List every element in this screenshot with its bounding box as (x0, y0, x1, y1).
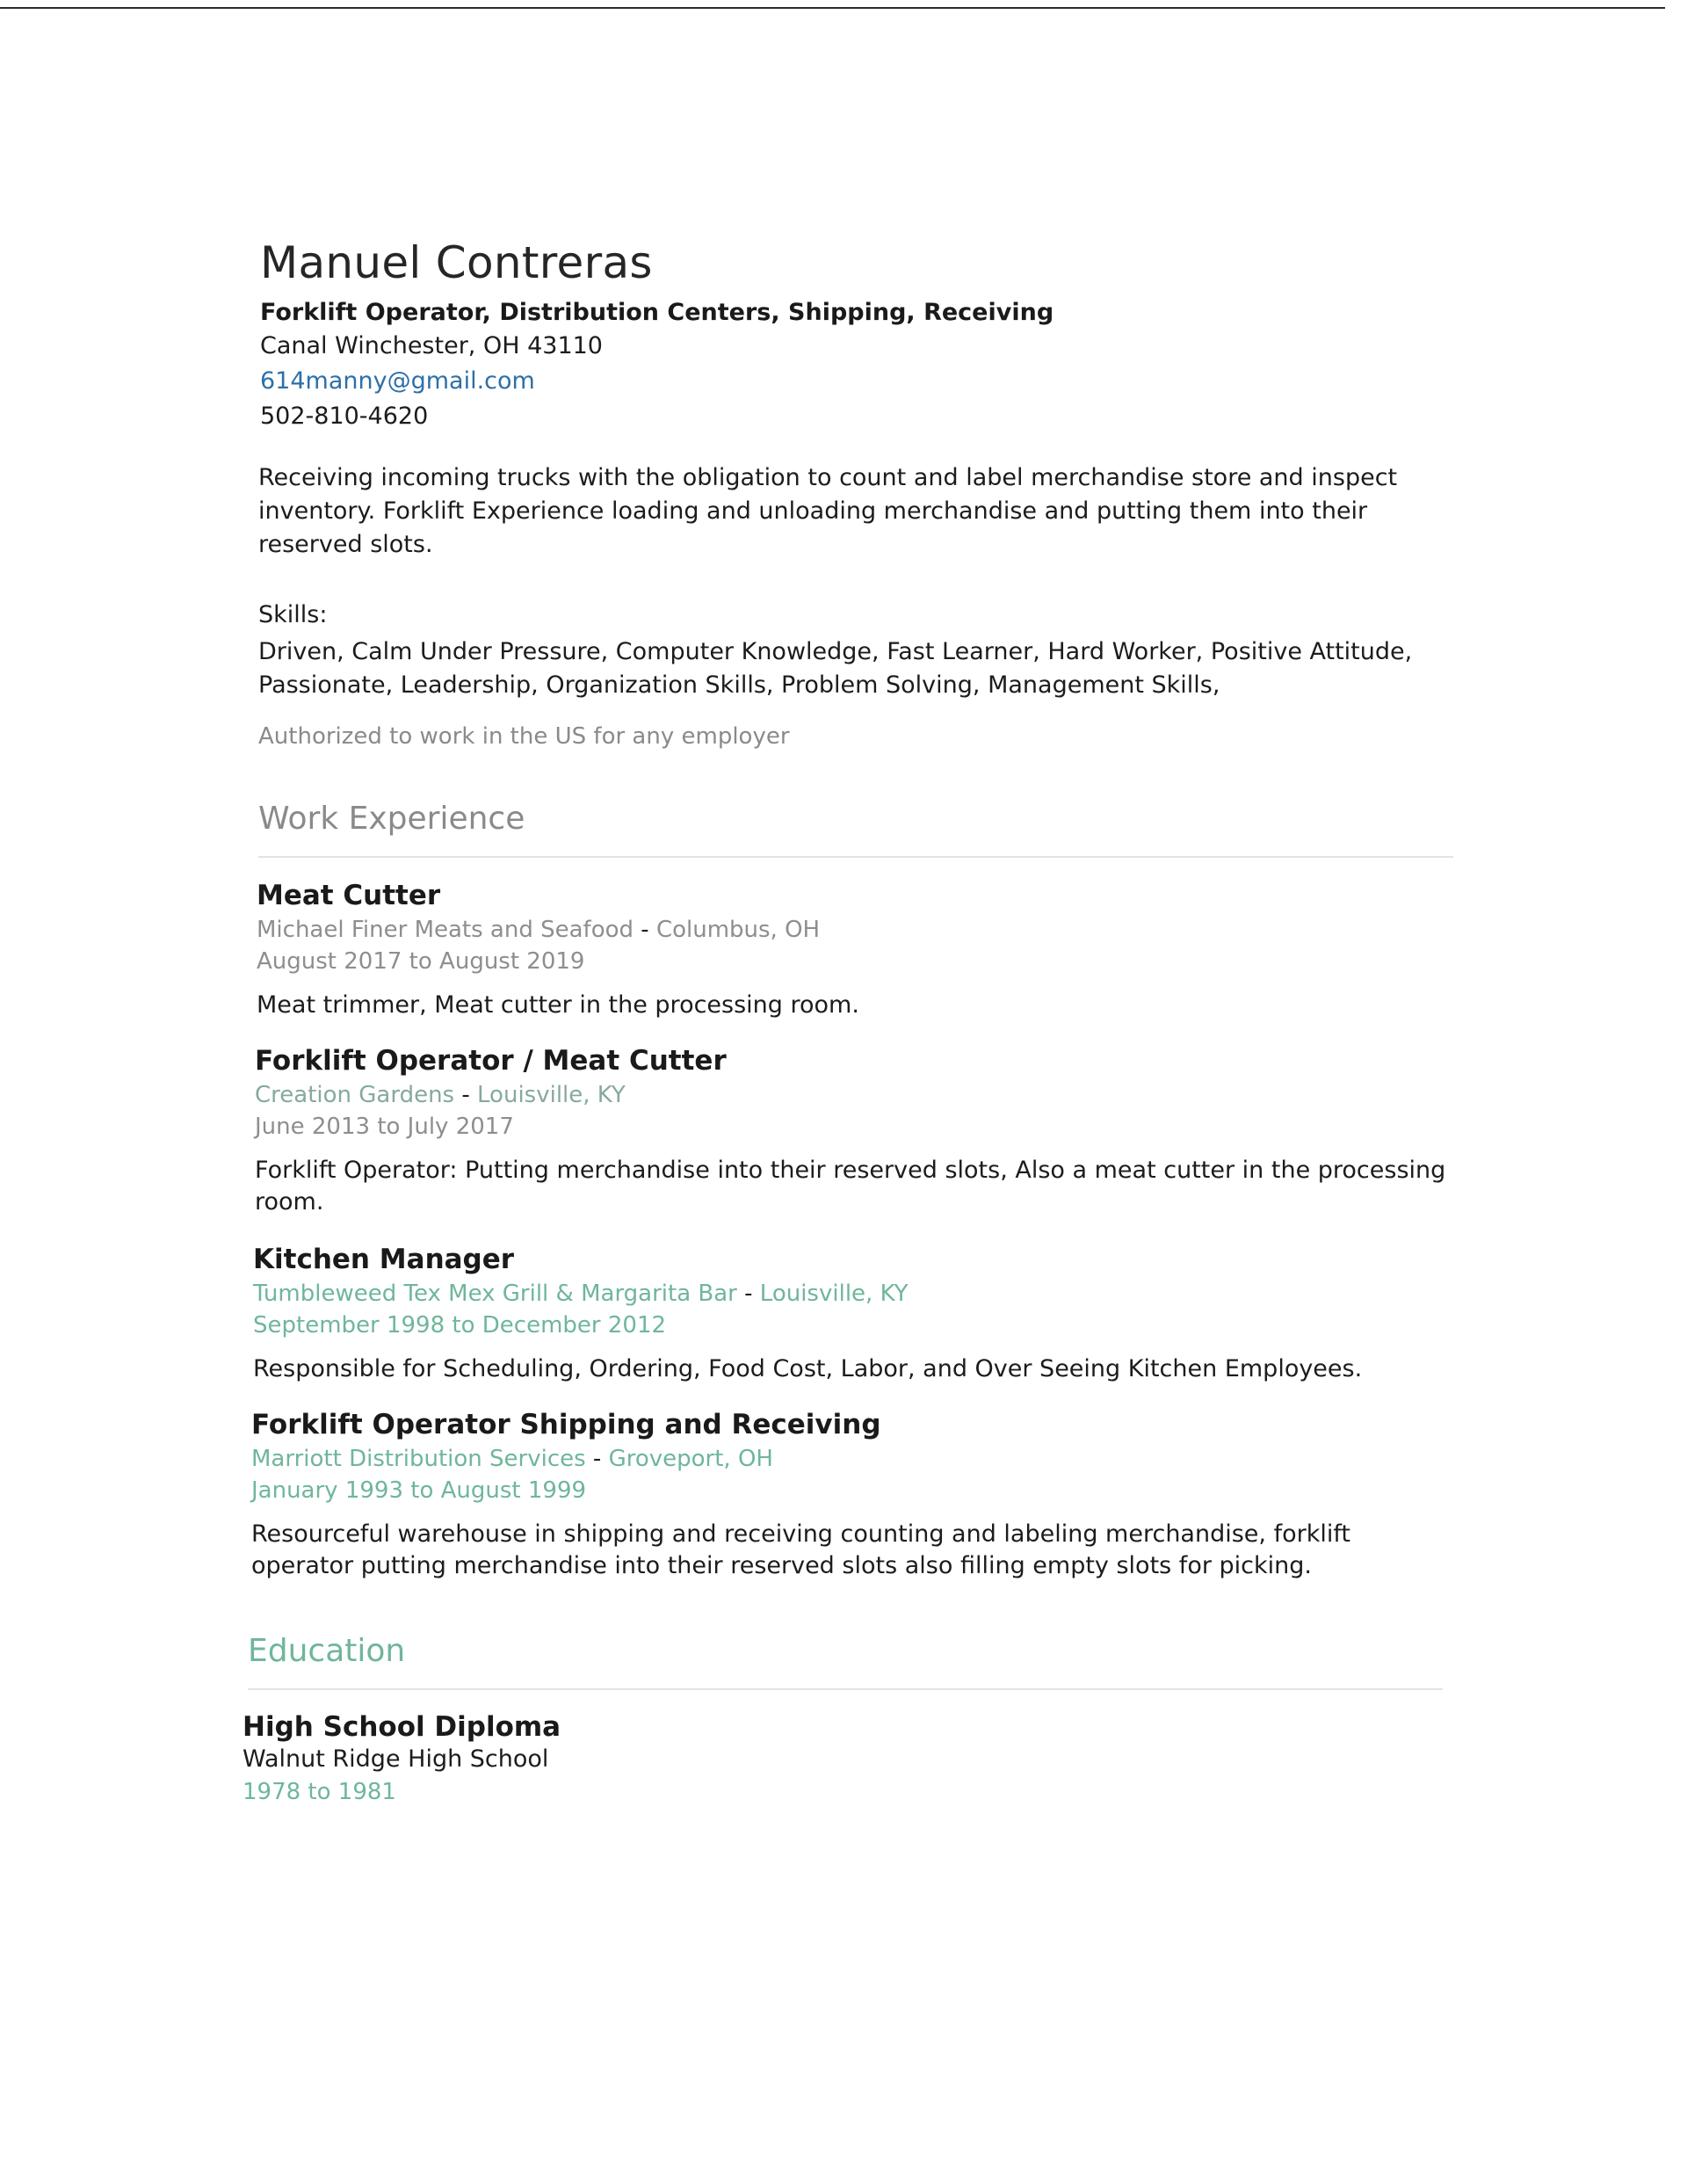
job-title: Meat Cutter (257, 880, 441, 911)
job-employer-line (251, 1443, 1466, 1475)
job-entry (257, 877, 1466, 1021)
job-employer-line (255, 1079, 1466, 1111)
job-separator: - (454, 1082, 478, 1108)
job-location: Louisville, KY (759, 1281, 909, 1307)
candidate-location: Canal Winchester, OH 43110 (260, 332, 603, 359)
education-school: Walnut Ridge High School (243, 1745, 549, 1773)
job-location: Louisville, KY (477, 1082, 626, 1108)
summary-paragraph: Receiving incoming trucks with the obligation to count and label merchandise store and inspect inventory. Forklift Experience loading and unloading merchandise and putting them into their reserved slots. (258, 464, 1398, 558)
job-company: Tumbleweed Tex Mex Grill & Margarita Bar (253, 1281, 737, 1307)
job-entry (253, 1241, 1466, 1385)
education-years: 1978 to 1981 (243, 1779, 396, 1805)
job-description: Resourceful warehouse in shipping and receiving counting and labeling merchandise, forklift operator putting merchandise into their reserved slots also filling empty slots for picking. (251, 1520, 1350, 1579)
job-dates: January 1993 to August 1999 (251, 1477, 587, 1504)
candidate-name: Manuel Contreras (260, 237, 653, 288)
job-title: Kitchen Manager (253, 1244, 515, 1275)
job-title: Forklift Operator / Meat Cutter (255, 1045, 727, 1077)
job-entry (255, 1042, 1466, 1218)
education-heading: Education (248, 1633, 406, 1669)
scan-top-edge-line (0, 7, 1665, 9)
job-company: Creation Gardens (255, 1082, 455, 1108)
section-divider (248, 1688, 1443, 1690)
candidate-phone: 502-810-4620 (260, 403, 429, 430)
job-entry (251, 1406, 1466, 1582)
work-experience-heading: Work Experience (258, 801, 525, 837)
education-degree: High School Diploma (243, 1711, 561, 1743)
job-description: Forklift Operator: Putting merchandise into their reserved slots, Also a meat cutter in the processing room. (255, 1157, 1446, 1215)
work-authorization: Authorized to work in the US for any employer (258, 723, 790, 750)
job-dates: June 2013 to July 2017 (255, 1114, 514, 1140)
job-separator: - (634, 917, 656, 943)
candidate-email-link[interactable]: 614manny@gmail.com (260, 367, 535, 395)
job-company: Marriott Distribution Services (251, 1446, 586, 1472)
skills-heading: Skills: (258, 601, 328, 628)
job-dates: August 2017 to August 2019 (257, 948, 585, 975)
job-company: Michael Finer Meats and Seafood (257, 917, 634, 943)
job-location: Groveport, OH (608, 1446, 773, 1472)
job-employer-line (257, 914, 1466, 946)
job-separator: - (585, 1446, 609, 1472)
job-title: Forklift Operator Shipping and Receiving (251, 1409, 881, 1440)
skills-list: Driven, Calm Under Pressure, Computer Knowledge, Fast Learner, Hard Worker, Positive Attitude, Passionate, Leadership, Organization Skills, Problem Solving, Management Skills, (258, 638, 1413, 699)
job-dates: September 1998 to December 2012 (253, 1312, 667, 1339)
job-description: Meat trimmer, Meat cutter in the processing room. (257, 991, 859, 1019)
job-description: Responsible for Scheduling, Ordering, Food Cost, Labor, and Over Seeing Kitchen Employees. (253, 1355, 1363, 1382)
candidate-headline: Forklift Operator, Distribution Centers, Shipping, Receiving (260, 299, 1054, 326)
section-divider (258, 856, 1453, 858)
job-employer-line (253, 1278, 1466, 1310)
job-separator: - (736, 1281, 760, 1307)
resume-body (243, 237, 1466, 1808)
job-location: Columbus, OH (655, 917, 821, 943)
